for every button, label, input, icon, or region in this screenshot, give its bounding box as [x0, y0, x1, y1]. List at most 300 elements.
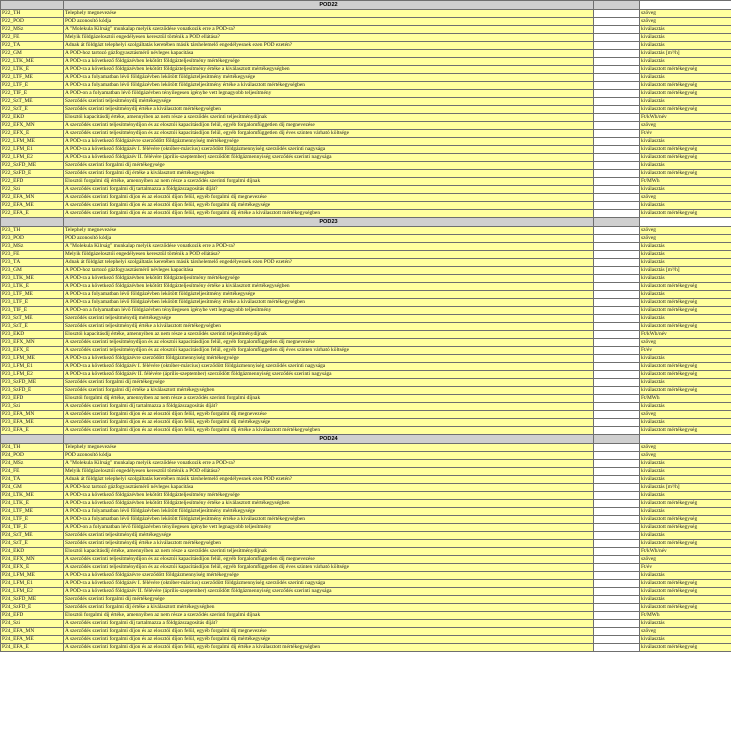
field-unit-cell[interactable]: Ft/MWh [640, 612, 731, 620]
field-unit-cell[interactable]: kiválasztott mértékegység [640, 371, 731, 379]
field-code-cell[interactable]: P24_EFX_É [1, 564, 64, 572]
field-code-cell[interactable]: P23_SzT_ME [1, 315, 64, 323]
field-unit-cell[interactable]: kiválasztott mértékegység [640, 524, 731, 532]
field-code-cell[interactable]: P24_SzFD_ME [1, 596, 64, 604]
field-unit-cell[interactable]: kiválasztás [640, 403, 731, 411]
value-input-cell[interactable] [594, 628, 640, 636]
field-code-cell[interactable]: P24_SzFD_É [1, 604, 64, 612]
field-code-cell[interactable]: P23_LTF_É [1, 299, 64, 307]
field-description-cell[interactable]: A szerződés szerinti teljesítménydíjon és az elosztói kapacitásdíjon felül, egyéb forgalomfüggetlen díj éves szinten várható költsége [64, 347, 594, 355]
header-code-cell[interactable] [1, 435, 64, 444]
field-description-cell[interactable]: Melyik földgázelosztói engedélyesen keresztül történik a POD ellátása? [64, 251, 594, 259]
field-description-cell[interactable]: A szerződés szerinti forgalmi díjon és az elosztói díjon felül, egyéb forgalmi díj megnevezése [64, 628, 594, 636]
value-input-cell[interactable] [594, 564, 640, 572]
field-description-cell[interactable]: Szerződés szerinti teljesítménydíj mértékegysége [64, 532, 594, 540]
value-input-cell[interactable] [594, 323, 640, 331]
field-code-cell[interactable]: P24_SzT_ME [1, 532, 64, 540]
field-code-cell[interactable]: P22_EFA_ME [1, 202, 64, 210]
value-input-cell[interactable] [594, 50, 640, 58]
value-input-cell[interactable] [594, 235, 640, 243]
field-description-cell[interactable]: A POD-ra a következő földgázév II. félévére (április-szeptember) szerződött földgázmennyiség szerződés szerinti nagysága [64, 154, 594, 162]
field-description-cell[interactable]: A szerződés szerinti forgalmi díjon és az elosztói díjon felül, egyéb forgalmi díj megnevezése [64, 194, 594, 202]
field-description-cell[interactable]: Elosztói forgalmi díj értéke, amennyiben az nem része a szerződés szerinti forgalmi díjnak [64, 612, 594, 620]
field-unit-cell[interactable]: szöveg [640, 122, 731, 130]
field-description-cell[interactable]: A szerződés szerinti forgalmi díj tartalmazza a földgázszagosítás díját? [64, 403, 594, 411]
field-unit-cell[interactable]: kiválasztott mértékegység [640, 500, 731, 508]
field-unit-cell[interactable]: Ft/kWh/név [640, 548, 731, 556]
field-description-cell[interactable]: POD azonosító kódja [64, 235, 594, 243]
field-code-cell[interactable]: P24_TIF_É [1, 524, 64, 532]
field-description-cell[interactable]: A POD-ra a következő földgázévben lekötött földgázteljesítmény mértékegysége [64, 275, 594, 283]
field-unit-cell[interactable]: kiválasztott mértékegység [640, 323, 731, 331]
field-code-cell[interactable]: P22_SzFD_ME [1, 162, 64, 170]
field-description-cell[interactable]: A POD-ra a következő földgázévre szerződött földgázmennyiség mértékegysége [64, 355, 594, 363]
field-description-cell[interactable]: A szerződés szerinti forgalmi díjon és az elosztói díjon felül, egyéb forgalmi díj mértékegysége [64, 419, 594, 427]
field-description-cell[interactable]: Adnak át földgázt telephelyi szolgáltatás keretében másik társhelemelő engedélyesnek ezen POD ezetén? [64, 259, 594, 267]
field-description-cell[interactable]: A "Molekula Kilrság" munkalap melyik szerződése vonatkozik erre a POD-ra? [64, 243, 594, 251]
field-description-cell[interactable]: A POD-ra a következő földgázévben lekötött földgázteljesítmény értéke a kiválasztott mértékegységben [64, 283, 594, 291]
field-code-cell[interactable]: P22_SzT_É [1, 106, 64, 114]
field-unit-cell[interactable]: kiválasztás [640, 259, 731, 267]
field-unit-cell[interactable]: kiválasztás [640, 315, 731, 323]
field-unit-cell[interactable]: kiválasztott mértékegység [640, 516, 731, 524]
field-code-cell[interactable]: P22_LFM_ME [1, 138, 64, 146]
field-description-cell[interactable]: A szerződés szerinti teljesítménydíjon és az elosztói kapacitásdíjon felül, egyéb forgalomfüggetlen díj megnevezése [64, 339, 594, 347]
field-description-cell[interactable]: Telephely megnevezése [64, 444, 594, 452]
field-unit-cell[interactable]: szöveg [640, 444, 731, 452]
field-description-cell[interactable]: Melyik földgázelosztói engedélyesen keresztül történik a POD ellátása? [64, 34, 594, 42]
field-unit-cell[interactable]: kiválasztott mértékegység [640, 644, 731, 652]
field-description-cell[interactable]: A POD-hoz tartozó gázfogyasztásmérő névleges kapacitása [64, 267, 594, 275]
value-input-cell[interactable] [594, 146, 640, 154]
field-description-cell[interactable]: A POD-hoz tartozó gázfogyasztásmérő névleges kapacitása [64, 50, 594, 58]
value-input-cell[interactable] [594, 275, 640, 283]
field-description-cell[interactable]: POD azonosító kódja [64, 452, 594, 460]
field-code-cell[interactable]: P22_FE [1, 34, 64, 42]
field-description-cell[interactable]: A POD-ra a következő földgázév II. félévére (április-szeptember) szerződött földgázmennyiség szerződés szerinti nagysága [64, 588, 594, 596]
field-code-cell[interactable]: P23_TÁ [1, 259, 64, 267]
field-unit-cell[interactable]: kiválasztás [640, 532, 731, 540]
field-description-cell[interactable]: A POD-on a folyamatban lévő földgázévben tényilegesen igénybe vett legnagyobb teljesítmény [64, 90, 594, 98]
field-description-cell[interactable]: Elosztói kapacitásdíj értéke, amennyiben az nem része a szerződés szerinti teljesítménydíjnak [64, 114, 594, 122]
field-description-cell[interactable]: Szerződés szerinti teljesítménydíj értéke a kiválasztott mértékegységben [64, 323, 594, 331]
field-description-cell[interactable]: Szerződés szerinti forgalmi díj mértékegysége [64, 379, 594, 387]
field-unit-cell[interactable]: kiválasztott mértékegység [640, 283, 731, 291]
field-code-cell[interactable]: P24_LTK_É [1, 500, 64, 508]
value-input-cell[interactable] [594, 540, 640, 548]
field-code-cell[interactable]: P22_LTK_É [1, 66, 64, 74]
field-code-cell[interactable]: P24_EFA_MN [1, 628, 64, 636]
value-input-cell[interactable] [594, 604, 640, 612]
value-input-cell[interactable] [594, 154, 640, 162]
field-description-cell[interactable]: A POD-hoz tartozó gázfogyasztásmérő névleges kapacitása [64, 484, 594, 492]
value-input-cell[interactable] [594, 612, 640, 620]
value-input-cell[interactable] [594, 98, 640, 106]
field-code-cell[interactable]: P24_Szi [1, 620, 64, 628]
field-code-cell[interactable]: P22_SzT_ME [1, 98, 64, 106]
field-unit-cell[interactable]: kiválasztás [640, 460, 731, 468]
field-unit-cell[interactable]: kiválasztott mértékegység [640, 307, 731, 315]
field-unit-cell[interactable]: kiválasztás [640, 26, 731, 34]
value-input-cell[interactable] [594, 620, 640, 628]
field-code-cell[interactable]: P23_MSz [1, 243, 64, 251]
value-input-cell[interactable] [594, 178, 640, 186]
value-input-cell[interactable] [594, 74, 640, 82]
field-description-cell[interactable]: A szerződés szerinti forgalmi díjon és az elosztói díjon felül, egyéb forgalmi díj megnevezése [64, 411, 594, 419]
field-description-cell[interactable]: A POD-on a folyamatban lévő földgázévben tényilegesen igénybe vett legnagyobb teljesítmény [64, 524, 594, 532]
field-description-cell[interactable]: Szerződés szerinti forgalmi díj értéke a kiválasztott mértékegységben [64, 170, 594, 178]
field-unit-cell[interactable]: kiválasztás [640, 419, 731, 427]
header-unit-cell[interactable] [640, 435, 731, 444]
field-code-cell[interactable]: P23_LTK_ME [1, 275, 64, 283]
field-description-cell[interactable]: Elosztói forgalmi díj értéke, amennyiben az nem része a szerződés szerinti forgalmi díjnak [64, 178, 594, 186]
value-input-cell[interactable] [594, 251, 640, 259]
field-unit-cell[interactable]: Ft/év [640, 130, 731, 138]
field-code-cell[interactable]: P24_EFD [1, 612, 64, 620]
header-value-cell[interactable] [594, 435, 640, 444]
field-unit-cell[interactable]: kiválasztás [640, 138, 731, 146]
header-code-cell[interactable] [1, 1, 64, 10]
value-input-cell[interactable] [594, 66, 640, 74]
value-input-cell[interactable] [594, 42, 640, 50]
value-input-cell[interactable] [594, 130, 640, 138]
field-description-cell[interactable]: A POD-ra a következő földgázév I. félévére (október-március) szerződött földgázmennyiség szerződés szerinti nagysága [64, 363, 594, 371]
field-code-cell[interactable]: P23_LFM_É2 [1, 371, 64, 379]
field-unit-cell[interactable]: Ft/év [640, 347, 731, 355]
field-description-cell[interactable]: Melyik földgázelosztói engedélyesen keresztül történik a POD ellátása? [64, 468, 594, 476]
value-input-cell[interactable] [594, 243, 640, 251]
field-unit-cell[interactable]: szöveg [640, 194, 731, 202]
field-code-cell[interactable]: P22_Szi [1, 186, 64, 194]
field-unit-cell[interactable]: Ft/év [640, 564, 731, 572]
field-code-cell[interactable]: P22_LFM_É2 [1, 154, 64, 162]
value-input-cell[interactable] [594, 492, 640, 500]
value-input-cell[interactable] [594, 387, 640, 395]
field-description-cell[interactable]: A POD-on a folyamatban lévő földgázévben tényilegesen igénybe vett legnagyobb teljesítmény [64, 307, 594, 315]
value-input-cell[interactable] [594, 186, 640, 194]
value-input-cell[interactable] [594, 636, 640, 644]
field-description-cell[interactable]: A szerződés szerinti teljesítménydíjon és az elosztói kapacitásdíjon felül, egyéb forgalomfüggetlen díj éves szinten várható költsége [64, 564, 594, 572]
field-code-cell[interactable]: P23_EFD [1, 395, 64, 403]
field-unit-cell[interactable]: kiválasztott mértékegység [640, 106, 731, 114]
field-unit-cell[interactable]: Ft/kWh/név [640, 114, 731, 122]
field-code-cell[interactable]: P24_SzT_É [1, 540, 64, 548]
header-value-cell[interactable] [594, 218, 640, 227]
field-unit-cell[interactable]: kiválasztás [640, 596, 731, 604]
header-unit-cell[interactable] [640, 1, 731, 10]
field-unit-cell[interactable]: kiválasztás [640, 162, 731, 170]
value-input-cell[interactable] [594, 588, 640, 596]
header-code-cell[interactable] [1, 218, 64, 227]
field-unit-cell[interactable]: kiválasztott mértékegység [640, 154, 731, 162]
value-input-cell[interactable] [594, 210, 640, 218]
field-code-cell[interactable]: P22_EFX_É [1, 130, 64, 138]
field-description-cell[interactable]: A "Molekula Kilrság" munkalap melyik szerződése vonatkozik erre a POD-ra? [64, 26, 594, 34]
field-unit-cell[interactable]: kiválasztott mértékegység [640, 210, 731, 218]
field-code-cell[interactable]: P24_EFA_ME [1, 636, 64, 644]
value-input-cell[interactable] [594, 548, 640, 556]
field-code-cell[interactable]: P24_LFM_ME [1, 572, 64, 580]
value-input-cell[interactable] [594, 194, 640, 202]
field-description-cell[interactable]: A szerződés szerinti teljesítménydíjon és az elosztói kapacitásdíjon felül, egyéb forgalomfüggetlen díj megnevezése [64, 122, 594, 130]
field-description-cell[interactable]: A POD-ra a folyamatban lévő földgázévben lekötött földgázteljesítmény értéke a kiválasztott mértékegységben [64, 516, 594, 524]
value-input-cell[interactable] [594, 106, 640, 114]
field-unit-cell[interactable]: szöveg [640, 452, 731, 460]
field-unit-cell[interactable]: kiválasztás [640, 74, 731, 82]
field-unit-cell[interactable]: kiválasztott mértékegység [640, 363, 731, 371]
field-code-cell[interactable]: P22_MSz [1, 26, 64, 34]
field-description-cell[interactable]: A POD-ra a következő földgázév I. félévére (október-március) szerződött földgázmennyiség szerződés szerinti nagysága [64, 580, 594, 588]
field-unit-cell[interactable]: szöveg [640, 411, 731, 419]
value-input-cell[interactable] [594, 508, 640, 516]
value-input-cell[interactable] [594, 170, 640, 178]
field-unit-cell[interactable]: kiválasztás [m³/h] [640, 50, 731, 58]
header-unit-cell[interactable] [640, 218, 731, 227]
value-input-cell[interactable] [594, 259, 640, 267]
value-input-cell[interactable] [594, 90, 640, 98]
field-unit-cell[interactable]: kiválasztott mértékegység [640, 387, 731, 395]
value-input-cell[interactable] [594, 291, 640, 299]
field-code-cell[interactable]: P24_FE [1, 468, 64, 476]
field-unit-cell[interactable]: szöveg [640, 339, 731, 347]
value-input-cell[interactable] [594, 307, 640, 315]
section-title[interactable]: POD23 [64, 218, 594, 227]
field-code-cell[interactable]: P24_MSz [1, 460, 64, 468]
field-code-cell[interactable]: P22_TÁ [1, 42, 64, 50]
field-code-cell[interactable]: P22_EFA_É [1, 210, 64, 218]
field-description-cell[interactable]: A POD-ra a következő földgázévben lekötött földgázteljesítmény mértékegysége [64, 492, 594, 500]
value-input-cell[interactable] [594, 347, 640, 355]
field-unit-cell[interactable]: kiválasztott mértékegység [640, 170, 731, 178]
value-input-cell[interactable] [594, 315, 640, 323]
field-unit-cell[interactable]: kiválasztás [m³/h] [640, 267, 731, 275]
field-description-cell[interactable]: A szerződés szerinti forgalmi díj tartalmazza a földgázszagosítás díját? [64, 186, 594, 194]
field-description-cell[interactable]: A POD-ra a következő földgázév II. félévére (április-szeptember) szerződött földgázmennyiség szerződés szerinti nagysága [64, 371, 594, 379]
field-description-cell[interactable]: A POD-ra a következő földgázévre szerződött földgázmennyiség mértékegysége [64, 138, 594, 146]
field-description-cell[interactable]: Elosztói kapacitásdíj értéke, amennyiben az nem része a szerződés szerinti teljesítménydíjnak [64, 331, 594, 339]
field-unit-cell[interactable]: kiválasztott mértékegység [640, 299, 731, 307]
field-unit-cell[interactable]: kiválasztás [640, 243, 731, 251]
value-input-cell[interactable] [594, 10, 640, 18]
value-input-cell[interactable] [594, 122, 640, 130]
field-code-cell[interactable]: P24_LFM_É2 [1, 588, 64, 596]
field-description-cell[interactable]: Telephely megnevezése [64, 227, 594, 235]
field-description-cell[interactable]: Szerződés szerinti forgalmi díj értéke a kiválasztott mértékegységben [64, 604, 594, 612]
field-description-cell[interactable]: Szerződés szerinti forgalmi díj mértékegysége [64, 162, 594, 170]
field-description-cell[interactable]: A POD-ra a folyamatban lévő földgázévben lekötött földgázteljesítmény értéke a kiválasztott mértékegységben [64, 299, 594, 307]
field-unit-cell[interactable]: szöveg [640, 628, 731, 636]
field-description-cell[interactable]: Adnak át földgázt telephelyi szolgáltatás keretében másik társhelemelő engedélyesnek ezen POD ezetén? [64, 476, 594, 484]
field-unit-cell[interactable]: kiválasztott mértékegység [640, 66, 731, 74]
field-unit-cell[interactable]: kiválasztott mértékegység [640, 82, 731, 90]
field-description-cell[interactable]: A szerződés szerinti forgalmi díjon és az elosztói díjon felül, egyéb forgalmi díj mértékegysége [64, 636, 594, 644]
field-description-cell[interactable]: A szerződés szerinti forgalmi díjon és az elosztói díjon felül, egyéb forgalmi díj értéke a kiválasztott mértékegységben [64, 427, 594, 435]
field-code-cell[interactable]: P22_GM [1, 50, 64, 58]
value-input-cell[interactable] [594, 18, 640, 26]
field-code-cell[interactable]: P23_SzT_É [1, 323, 64, 331]
field-unit-cell[interactable]: szöveg [640, 227, 731, 235]
field-code-cell[interactable]: P23_SzFD_ME [1, 379, 64, 387]
field-description-cell[interactable]: A "Molekula Kilrság" munkalap melyik szerződése vonatkozik erre a POD-ra? [64, 460, 594, 468]
field-code-cell[interactable]: P22_EFX_MN [1, 122, 64, 130]
field-code-cell[interactable]: P23_LTF_ME [1, 291, 64, 299]
field-unit-cell[interactable]: kiválasztás [640, 34, 731, 42]
value-input-cell[interactable] [594, 299, 640, 307]
field-unit-cell[interactable]: Ft/MWh [640, 178, 731, 186]
section-title[interactable]: POD24 [64, 435, 594, 444]
field-code-cell[interactable]: P22_LFM_É1 [1, 146, 64, 154]
section-title[interactable]: POD22 [64, 1, 594, 10]
field-unit-cell[interactable]: Ft/kWh/név [640, 331, 731, 339]
field-unit-cell[interactable]: kiválasztás [640, 572, 731, 580]
field-unit-cell[interactable]: kiválasztott mértékegység [640, 146, 731, 154]
field-code-cell[interactable]: P22_TIF_É [1, 90, 64, 98]
field-code-cell[interactable]: P23_FE [1, 251, 64, 259]
field-code-cell[interactable]: P24_EFX_MN [1, 556, 64, 564]
field-code-cell[interactable]: P22_EFA_MN [1, 194, 64, 202]
value-input-cell[interactable] [594, 26, 640, 34]
value-input-cell[interactable] [594, 468, 640, 476]
field-code-cell[interactable]: P22_POD [1, 18, 64, 26]
value-input-cell[interactable] [594, 500, 640, 508]
field-unit-cell[interactable]: kiválasztás [640, 492, 731, 500]
field-code-cell[interactable]: P23_LFM_É1 [1, 363, 64, 371]
field-description-cell[interactable]: A POD-ra a következő földgázév I. félévére (október-március) szerződött földgázmennyiség szerződés szerinti nagysága [64, 146, 594, 154]
value-input-cell[interactable] [594, 82, 640, 90]
field-code-cell[interactable]: P24_TH [1, 444, 64, 452]
field-code-cell[interactable]: P23_EFA_ME [1, 419, 64, 427]
field-unit-cell[interactable]: szöveg [640, 18, 731, 26]
field-description-cell[interactable]: A POD-ra a következő földgázévben lekötött földgázteljesítmény mértékegysége [64, 58, 594, 66]
field-description-cell[interactable]: Szerződés szerinti teljesítménydíj értéke a kiválasztott mértékegységben [64, 106, 594, 114]
value-input-cell[interactable] [594, 532, 640, 540]
field-code-cell[interactable]: P23_Szi [1, 403, 64, 411]
field-description-cell[interactable]: A szerződés szerinti forgalmi díjon és az elosztói díjon felül, egyéb forgalmi díj mértékegysége [64, 202, 594, 210]
value-input-cell[interactable] [594, 355, 640, 363]
field-unit-cell[interactable]: szöveg [640, 235, 731, 243]
field-unit-cell[interactable]: kiválasztás [m³/h] [640, 484, 731, 492]
value-input-cell[interactable] [594, 114, 640, 122]
field-description-cell[interactable]: Telephely megnevezése [64, 10, 594, 18]
value-input-cell[interactable] [594, 58, 640, 66]
field-code-cell[interactable]: P23_POD [1, 235, 64, 243]
field-unit-cell[interactable]: kiválasztás [640, 291, 731, 299]
field-unit-cell[interactable]: kiválasztás [640, 186, 731, 194]
value-input-cell[interactable] [594, 138, 640, 146]
field-code-cell[interactable]: P24_LTK_ME [1, 492, 64, 500]
field-code-cell[interactable]: P24_GM [1, 484, 64, 492]
value-input-cell[interactable] [594, 283, 640, 291]
field-unit-cell[interactable]: kiválasztott mértékegység [640, 604, 731, 612]
value-input-cell[interactable] [594, 572, 640, 580]
field-unit-cell[interactable]: szöveg [640, 556, 731, 564]
value-input-cell[interactable] [594, 452, 640, 460]
field-code-cell[interactable]: P22_LTF_É [1, 82, 64, 90]
field-description-cell[interactable]: Adnak át földgázt telephelyi szolgáltatás keretében másik társhelemelő engedélyesnek ezen POD ezetén? [64, 42, 594, 50]
field-unit-cell[interactable]: kiválasztás [640, 202, 731, 210]
field-description-cell[interactable]: A szerződés szerinti forgalmi díj tartalmazza a földgázszagosítás díját? [64, 620, 594, 628]
field-description-cell[interactable]: A POD-ra a folyamatban lévő földgázévben lekötött földgázteljesítmény mértékegysége [64, 508, 594, 516]
field-code-cell[interactable]: P23_EFA_MN [1, 411, 64, 419]
value-input-cell[interactable] [594, 371, 640, 379]
field-unit-cell[interactable]: kiválasztott mértékegység [640, 588, 731, 596]
field-description-cell[interactable]: A POD-ra a következő földgázévben lekötött földgázteljesítmény értéke a kiválasztott mértékegységben [64, 66, 594, 74]
field-description-cell[interactable]: Elosztói forgalmi díj értéke, amennyiben az nem része a szerződés szerinti forgalmi díjnak [64, 395, 594, 403]
field-code-cell[interactable]: P24_LTF_É [1, 516, 64, 524]
value-input-cell[interactable] [594, 516, 640, 524]
field-code-cell[interactable]: P23_LFM_ME [1, 355, 64, 363]
field-description-cell[interactable]: Szerződés szerinti teljesítménydíj mértékegysége [64, 98, 594, 106]
field-unit-cell[interactable]: kiválasztás [640, 379, 731, 387]
field-code-cell[interactable]: P23_EFX_É [1, 347, 64, 355]
value-input-cell[interactable] [594, 476, 640, 484]
field-description-cell[interactable]: A szerződés szerinti teljesítménydíjon és az elosztói kapacitásdíjon felül, egyéb forgalomfüggetlen díj éves szinten várható költsége [64, 130, 594, 138]
value-input-cell[interactable] [594, 524, 640, 532]
field-code-cell[interactable]: P23_EFX_MN [1, 339, 64, 347]
field-code-cell[interactable]: P23_GM [1, 267, 64, 275]
field-description-cell[interactable]: Szerződés szerinti forgalmi díj értéke a kiválasztott mértékegységben [64, 387, 594, 395]
value-input-cell[interactable] [594, 427, 640, 435]
field-unit-cell[interactable]: kiválasztott mértékegység [640, 90, 731, 98]
field-unit-cell[interactable]: kiválasztás [640, 620, 731, 628]
value-input-cell[interactable] [594, 379, 640, 387]
field-code-cell[interactable]: P24_LFM_É1 [1, 580, 64, 588]
field-unit-cell[interactable]: kiválasztás [640, 58, 731, 66]
value-input-cell[interactable] [594, 580, 640, 588]
field-description-cell[interactable]: A szerződés szerinti teljesítménydíjon és az elosztói kapacitásdíjon felül, egyéb forgalomfüggetlen díj megnevezése [64, 556, 594, 564]
field-unit-cell[interactable]: kiválasztás [640, 468, 731, 476]
field-code-cell[interactable]: P24_LTF_ME [1, 508, 64, 516]
value-input-cell[interactable] [594, 162, 640, 170]
field-code-cell[interactable]: P24_TÁ [1, 476, 64, 484]
field-code-cell[interactable]: P24_EFA_É [1, 644, 64, 652]
value-input-cell[interactable] [594, 34, 640, 42]
field-unit-cell[interactable]: kiválasztott mértékegység [640, 540, 731, 548]
value-input-cell[interactable] [594, 460, 640, 468]
field-code-cell[interactable]: P23_TIF_É [1, 307, 64, 315]
value-input-cell[interactable] [594, 419, 640, 427]
field-description-cell[interactable]: Szerződés szerinti teljesítménydíj mértékegysége [64, 315, 594, 323]
field-description-cell[interactable]: Elosztói kapacitásdíj értéke, amennyiben az nem része a szerződés szerinti teljesítménydíjnak [64, 548, 594, 556]
value-input-cell[interactable] [594, 267, 640, 275]
field-code-cell[interactable]: P22_TH [1, 10, 64, 18]
field-unit-cell[interactable]: szöveg [640, 10, 731, 18]
field-code-cell[interactable]: P22_EKD [1, 114, 64, 122]
field-code-cell[interactable]: P24_EKD [1, 548, 64, 556]
value-input-cell[interactable] [594, 227, 640, 235]
value-input-cell[interactable] [594, 331, 640, 339]
value-input-cell[interactable] [594, 484, 640, 492]
field-unit-cell[interactable]: kiválasztás [640, 508, 731, 516]
field-code-cell[interactable]: P23_TH [1, 227, 64, 235]
field-description-cell[interactable]: A POD-ra a folyamatban lévő földgázévben lekötött földgázteljesítmény mértékegysége [64, 74, 594, 82]
field-description-cell[interactable]: A POD-ra a folyamatban lévő földgázévben lekötött földgázteljesítmény mértékegysége [64, 291, 594, 299]
header-value-cell[interactable] [594, 1, 640, 10]
field-description-cell[interactable]: A POD-ra a következő földgázévben lekötött földgázteljesítmény értéke a kiválasztott mértékegységben [64, 500, 594, 508]
field-unit-cell[interactable]: Ft/MWh [640, 395, 731, 403]
field-code-cell[interactable]: P22_LTK_ME [1, 58, 64, 66]
field-unit-cell[interactable]: kiválasztás [640, 636, 731, 644]
value-input-cell[interactable] [594, 644, 640, 652]
field-description-cell[interactable]: A POD-ra a következő földgázévre szerződött földgázmennyiség mértékegysége [64, 572, 594, 580]
value-input-cell[interactable] [594, 411, 640, 419]
field-unit-cell[interactable]: kiválasztás [640, 98, 731, 106]
value-input-cell[interactable] [594, 403, 640, 411]
field-code-cell[interactable]: P22_SzFD_É [1, 170, 64, 178]
field-description-cell[interactable]: Szerződés szerinti forgalmi díj mértékegysége [64, 596, 594, 604]
field-unit-cell[interactable]: kiválasztott mértékegység [640, 580, 731, 588]
field-unit-cell[interactable]: kiválasztás [640, 476, 731, 484]
